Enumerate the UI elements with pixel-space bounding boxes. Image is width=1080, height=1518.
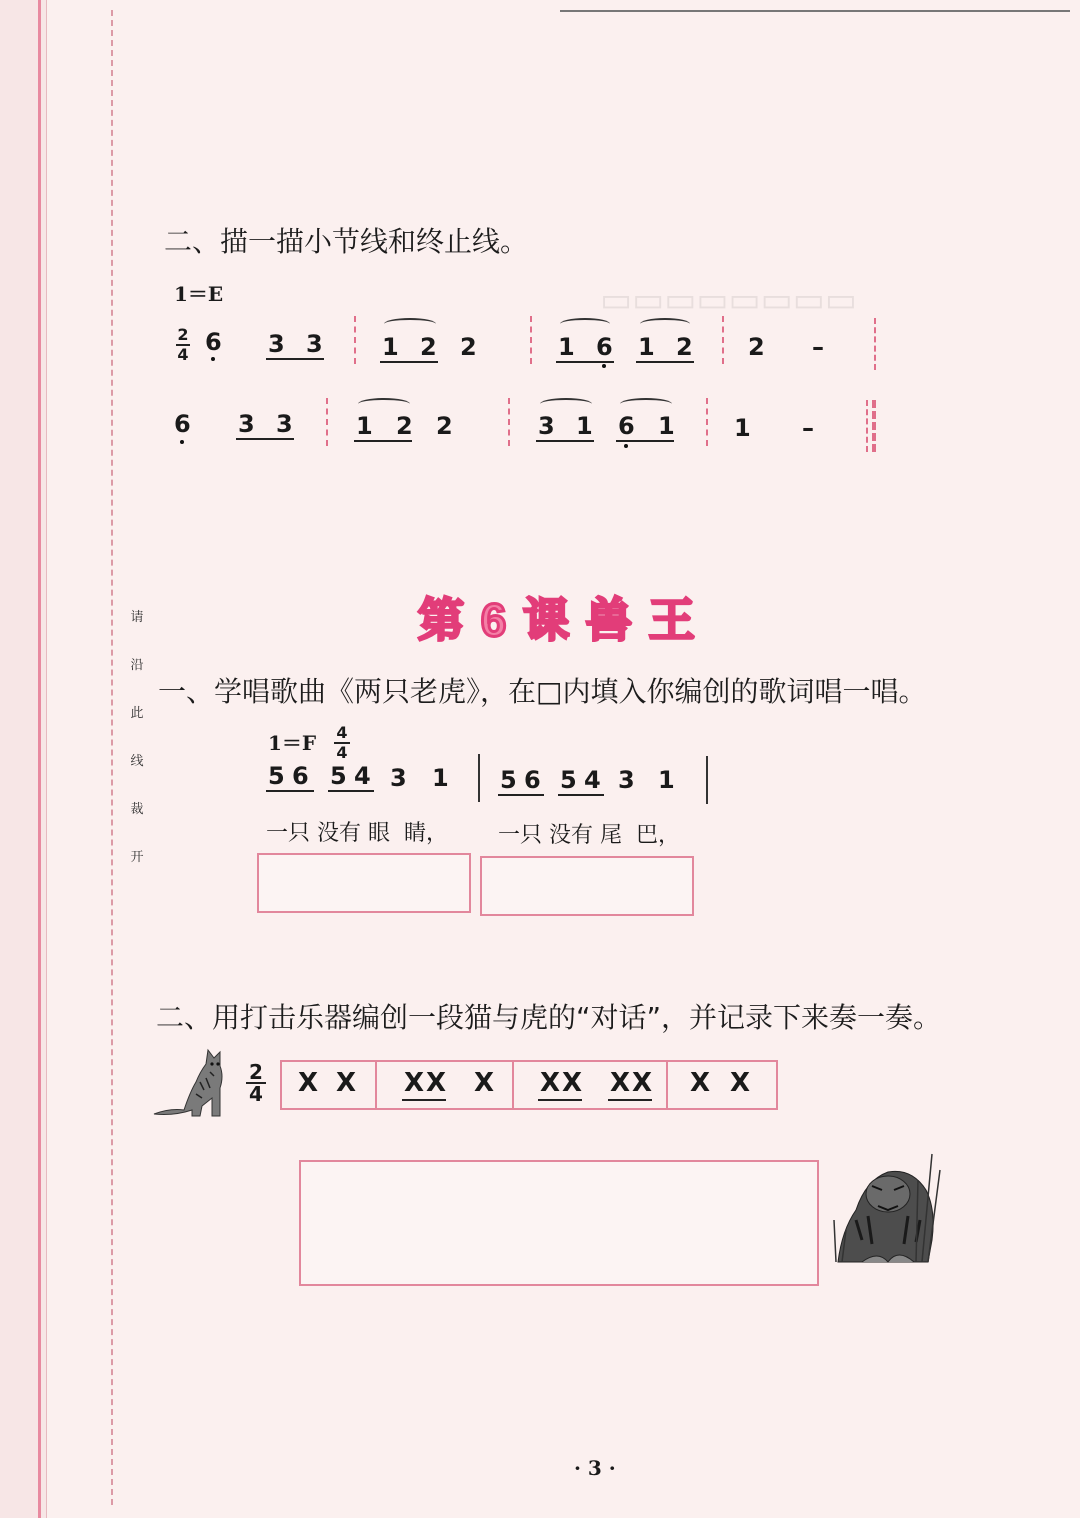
- note: 1: [734, 414, 751, 442]
- lyrics-line-2: 一只 没有 尾 巴，: [498, 823, 680, 848]
- eighth-beam: [556, 361, 614, 363]
- cut-char: 沿: [130, 658, 144, 673]
- barline-trace[interactable]: [722, 316, 724, 364]
- lyrics-answer-box-2[interactable]: [480, 856, 694, 916]
- note: 5: [560, 766, 577, 794]
- lyrics-line-1: 一只 没有 眼 睛，: [266, 821, 448, 846]
- barline-trace[interactable]: [874, 318, 876, 370]
- note: 2: [436, 412, 453, 440]
- key-signature: 1＝F: [268, 731, 317, 755]
- note: 1: [658, 766, 675, 794]
- eighth-beam: [266, 358, 324, 360]
- eighth-beam: [636, 361, 694, 363]
- rhythm-note: XX: [404, 1068, 449, 1098]
- slur: [540, 398, 592, 410]
- barline-trace[interactable]: [706, 398, 708, 446]
- note: 1: [382, 333, 399, 361]
- note: 3: [390, 764, 407, 792]
- note: 1: [356, 412, 373, 440]
- note: 5: [500, 766, 517, 794]
- eighth-beam: [328, 790, 374, 792]
- eighth-beam: [266, 790, 314, 792]
- rhythm-divider: [375, 1060, 377, 1108]
- barline-trace[interactable]: [508, 398, 510, 446]
- note: 3: [276, 410, 293, 438]
- note: 1: [432, 764, 449, 792]
- note: 2: [396, 412, 413, 440]
- low-octave-dot: [211, 357, 215, 361]
- time-signature: 4 4: [334, 725, 350, 761]
- low-octave-dot: [624, 444, 628, 448]
- section-heading-barlines: 二、描一描小节线和终止线。: [164, 225, 529, 258]
- slur: [640, 318, 690, 330]
- key-signature: 1＝E: [174, 282, 224, 306]
- note: 3: [306, 330, 323, 358]
- dash: –: [802, 414, 814, 442]
- final-barline-trace-thin[interactable]: [866, 400, 868, 452]
- note: 6: [205, 328, 222, 356]
- gutter-line: [38, 0, 41, 1518]
- note: 3: [268, 330, 285, 358]
- barline-trace[interactable]: [326, 398, 328, 446]
- bleed-through: ▭▭▭▭▭▭▭▭: [600, 280, 857, 320]
- note: 1: [638, 333, 655, 361]
- note: 1: [658, 412, 675, 440]
- dash: –: [812, 333, 824, 361]
- cut-char: 此: [130, 706, 144, 721]
- eighth-beam: [354, 440, 412, 442]
- note: 3: [618, 766, 635, 794]
- slur: [384, 318, 436, 330]
- barline-trace[interactable]: [354, 316, 356, 364]
- note: 5: [330, 762, 347, 790]
- low-octave-dot: [602, 364, 606, 368]
- eighth-beam: [616, 440, 674, 442]
- eighth-beam: [558, 794, 604, 796]
- note: 6: [524, 766, 541, 794]
- eighth-beam: [498, 794, 544, 796]
- rhythm-note: X: [298, 1068, 319, 1098]
- cut-char: 请: [130, 610, 144, 625]
- note: 5: [268, 762, 285, 790]
- cut-char: 开: [130, 850, 144, 865]
- eighth-beam: [536, 440, 594, 442]
- cut-char: 裁: [130, 802, 144, 817]
- note: 2: [748, 333, 765, 361]
- note: 4: [354, 762, 371, 790]
- rhythm-note: X: [336, 1068, 357, 1098]
- note: 2: [676, 333, 693, 361]
- barline: [706, 756, 708, 804]
- cut-line: [111, 10, 113, 1505]
- section-heading-song: 一、学唱歌曲《两只老虎》，在□内填入你编创的歌词唱一唱。: [158, 675, 927, 708]
- cut-instruction: [128, 606, 146, 894]
- rhythm-note: XX: [540, 1068, 585, 1098]
- lyrics-answer-box-1[interactable]: [257, 853, 471, 913]
- eighth-beam: [236, 438, 294, 440]
- eighth-beam: [402, 1099, 446, 1101]
- cat-illustration: [150, 1042, 232, 1120]
- tiger-illustration: [832, 1150, 942, 1268]
- note: 3: [538, 412, 555, 440]
- time-signature: 2 4: [246, 1063, 266, 1103]
- top-rule: [560, 10, 1070, 12]
- note: 2: [420, 333, 437, 361]
- section-heading-percussion: 二、用打击乐器编创一段猫与虎的“对话”，并记录下来奏一奏。: [156, 1001, 942, 1034]
- slur: [560, 318, 610, 330]
- eighth-beam: [380, 361, 438, 363]
- lesson-title: 第 6 课 兽 王: [418, 594, 697, 646]
- slur: [358, 398, 410, 410]
- rhythm-divider: [666, 1060, 668, 1108]
- low-octave-dot: [180, 440, 184, 444]
- rhythm-note: X: [474, 1068, 495, 1098]
- note: 6: [618, 412, 635, 440]
- note: 6: [596, 333, 613, 361]
- note: 1: [576, 412, 593, 440]
- note: 4: [584, 766, 601, 794]
- cut-char: 线: [130, 754, 144, 769]
- note: 1: [558, 333, 575, 361]
- composition-answer-box[interactable]: [299, 1160, 819, 1286]
- rhythm-note: XX: [610, 1068, 655, 1098]
- eighth-beam: [538, 1099, 582, 1101]
- note: 3: [238, 410, 255, 438]
- note: 6: [292, 762, 309, 790]
- slur: [620, 398, 672, 410]
- page-number: · 3 ·: [574, 1456, 616, 1480]
- rhythm-divider: [512, 1060, 514, 1108]
- rhythm-note: X: [690, 1068, 711, 1098]
- time-signature: 2 4: [177, 325, 189, 364]
- note: 6: [174, 410, 191, 438]
- barline: [478, 754, 480, 802]
- rhythm-note: X: [730, 1068, 751, 1098]
- final-barline-trace-thick[interactable]: [872, 400, 876, 452]
- barline-trace[interactable]: [530, 316, 532, 364]
- note: 2: [460, 333, 477, 361]
- eighth-beam: [608, 1099, 652, 1101]
